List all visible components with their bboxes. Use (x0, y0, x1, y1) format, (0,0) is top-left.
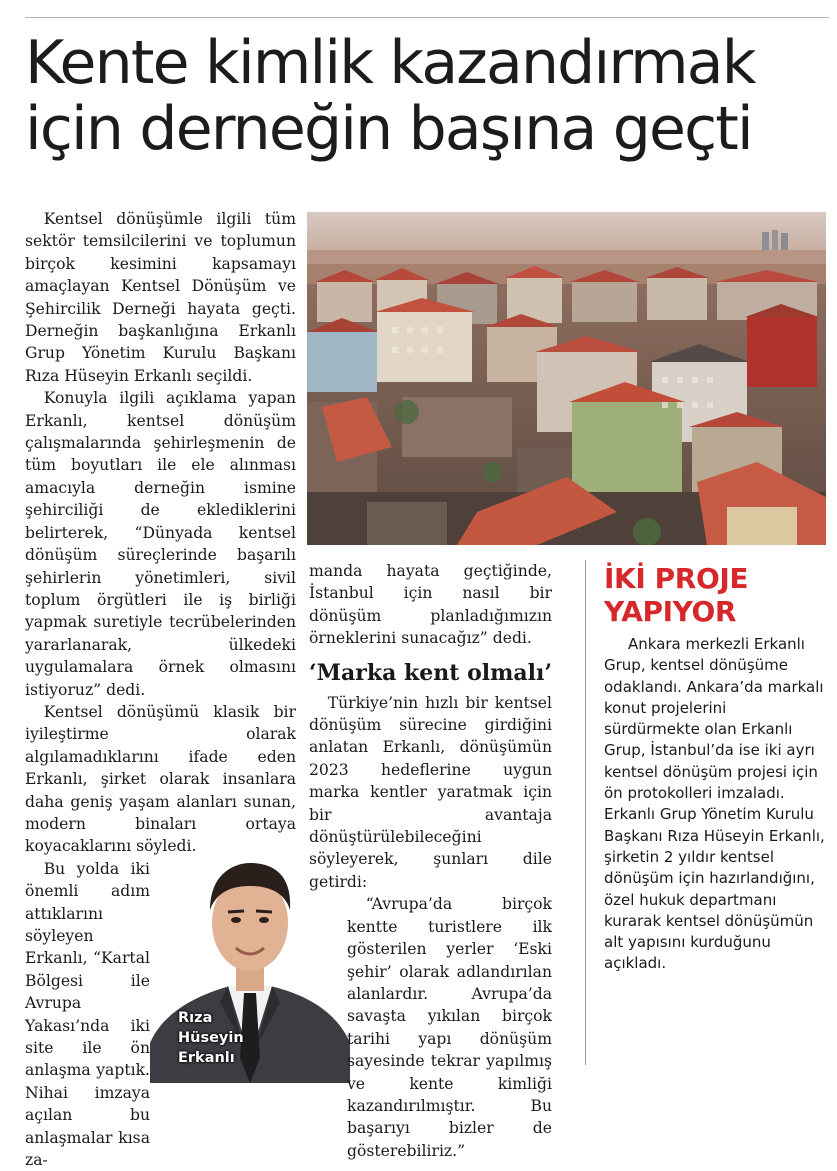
col2-quote: “Avrupa’da birçok kentte turistlere ilk gösterilen yerler ‘Eski şehir’ olarak adlandırılan alanlardır. Avrupa’da savaşta yıkılan birçok tarihi yapı dönüşüm sayesinde tekrar yapılmış ve kente kimliği kazandırılmıştır. Bu başarıyı bizler de gösterebiliriz.” (347, 895, 552, 1160)
sidebar-title (604, 562, 826, 628)
portrait-caption (178, 1008, 258, 1068)
headline-line-2: için derneğin başına geçti (25, 94, 752, 164)
col1-paragraph-4: Bu yolda iki önemli adım attıklarını söyleyen Erkanlı, “Kartal Bölgesi ile Avrupa Yakası’nda iki site ile ön anlaşma yaptık. Nihai imzaya açılan bu anlaşmalar kısa za- (25, 859, 150, 1170)
subheading: ‘Marka kent olmalı’ (309, 659, 553, 686)
city-aerial-photo (307, 212, 826, 545)
headline (25, 30, 835, 162)
top-rule (25, 17, 829, 18)
sidebar-box (604, 562, 826, 975)
col1-paragraph-2: Konuyla ilgili açıklama yapan Erkanlı, kentsel dönüşüm çalışmalarında şehirleşmenin de tüm boyutları ile ele alınması amacıyla derneğin ismine şehirciliği de eklediklerini belirterek, “Dünyada kentsel dönüşüm süreçlerinde başarılı şehirlerin yönetimleri, sivil toplum örgütleri ile iş birliği yapmak suretiyle tecrübelerinden yararlanarak, ülkedeki uygulamalara örnek olmasını istiyoruz” dedi. (25, 389, 296, 699)
sidebar-title-line-2: YAPIYOR (604, 595, 737, 628)
column-2 (309, 560, 552, 1162)
sidebar-text: Ankara merkezli Erkanlı Grup, kentsel dönüşüme odaklandı. Ankara’da markalı konut projelerini sürdürmekte olan Erkanlı Grup, İstanbul’da ise iki ayrı kentsel dönüşüm projesi için ön protokolleri imzaladı. Erkanlı Grup Yönetim Kurulu Başkanı Rıza Hüseyin Erkanlı, şirketin 2 yıldır kentsel dönüşüm için hazırlandığını, özel hukuk departmanı kurarak kentsel dönüşümün alt yapısını kurduğunu açıkladı. (604, 635, 825, 973)
col2-paragraph-2: Türkiye’nin hızlı bir kentsel dönüşüm sürecine girdiğini anlatan Erkanlı, dönüşümün 2023 hedeflerine uygun marka kentler yaratmak için bir avantaja dönüştürülebileceğini söyleyerek, şunları dile getirdi: (309, 693, 552, 891)
city-photo-illustration (307, 212, 826, 545)
caption-line-3: Erkanlı (178, 1050, 235, 1066)
col1-paragraph-1: Kentsel dönüşümle ilgili tüm sektör temsilcilerini ve toplumun birçok kesimini kapsamayı amaçlayan Kentsel Dönüşüm ve Şehircilik Derneği hayata geçti. Derneğin başkanlığına Erkanlı Grup Yönetim Kurulu Başkanı Rıza Hüseyin Erkanlı seçildi. (25, 210, 296, 385)
caption-line-1: Rıza (178, 1010, 213, 1026)
col2-paragraph-1: manda hayata geçtiğinde, İstanbul için nasıl bir dönüşüm planladığımızın örneklerini sunacağız” dedi. (309, 562, 552, 648)
col1-paragraph-3: Kentsel dönüşümü klasik bir iyileştirme olarak algılamadıklarını ifade eden Erkanlı, şirket olarak insanlara daha geniş yaşam alanları sunan, modern binaları ortaya koyacaklarını söyledi. (25, 702, 296, 856)
caption-line-2: Hüseyin (178, 1030, 244, 1046)
headline-line-1: Kente kimlik kazandırmak (25, 28, 755, 98)
sidebar-title-line-1: İKİ PROJE (604, 562, 749, 595)
column-divider (585, 560, 586, 1065)
